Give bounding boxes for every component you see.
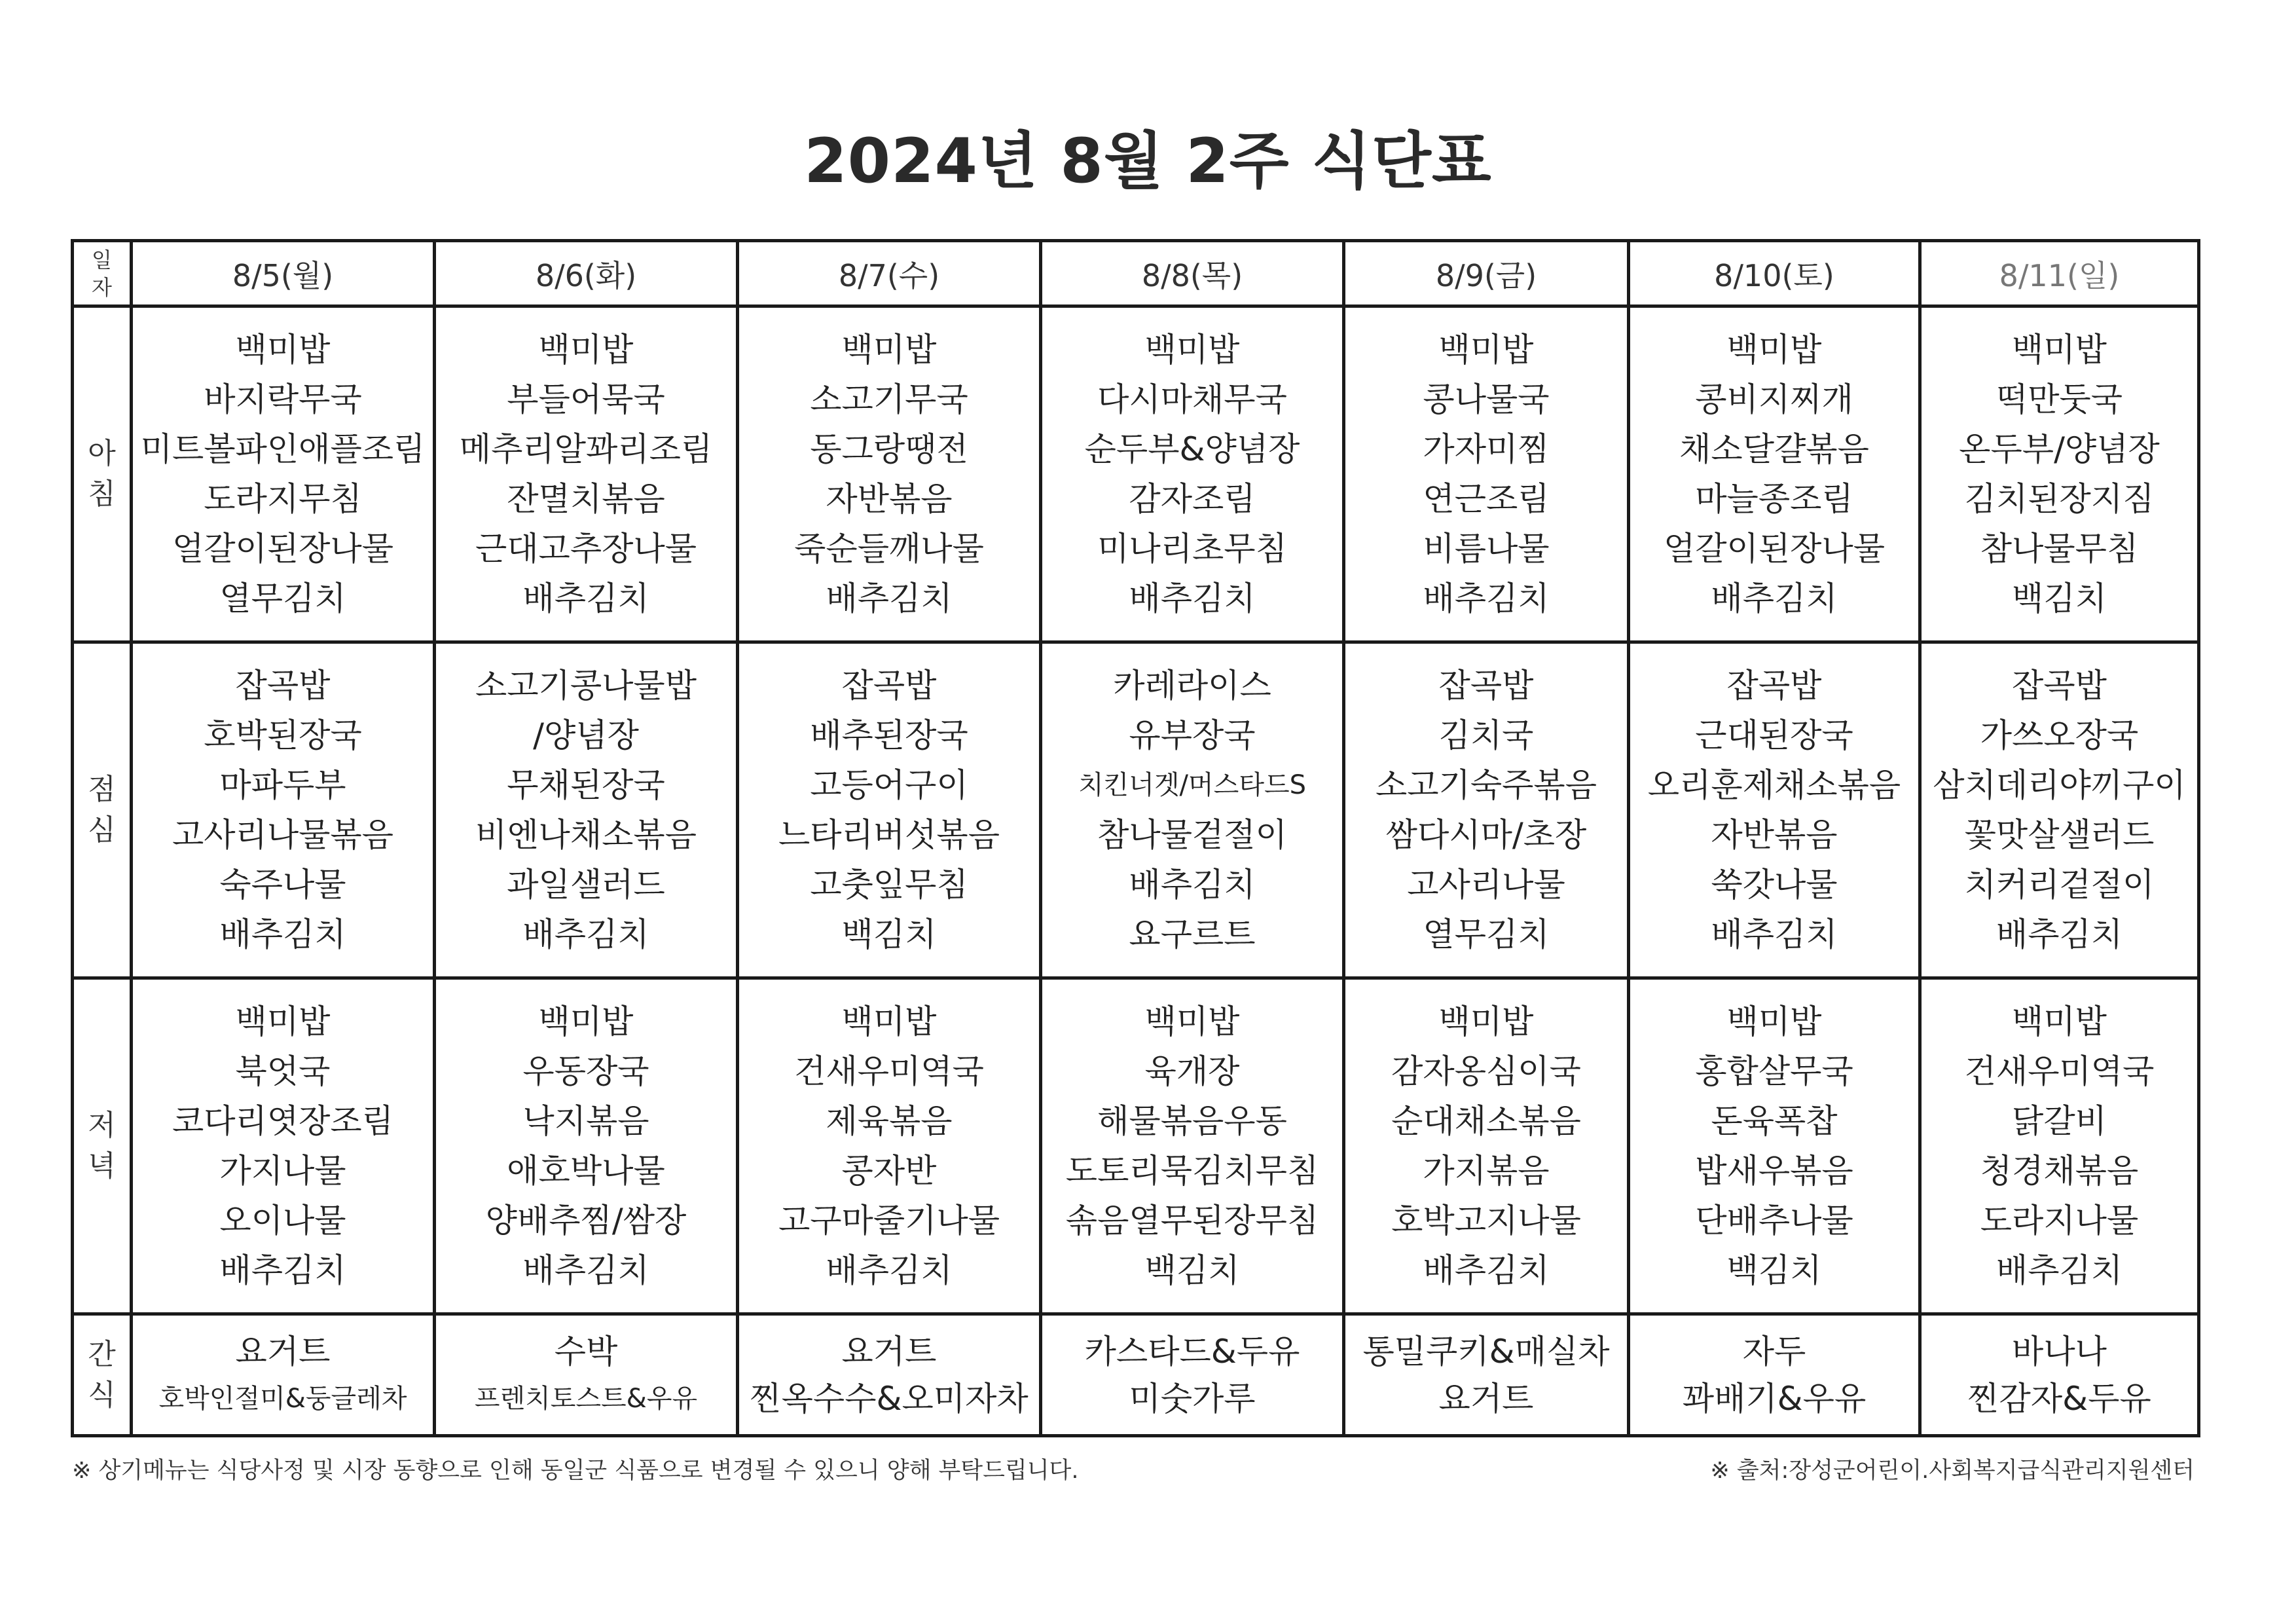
menu-item: 잡곡밥	[2012, 667, 2107, 705]
menu-item: 백미밥	[841, 331, 937, 369]
menu-item: 메추리알꽈리조림	[459, 430, 713, 468]
date-cell-sat: 8/10(토)	[1629, 241, 1920, 306]
menu-item: 백미밥	[1144, 1003, 1240, 1041]
menu-item: 자반볶음	[826, 480, 953, 518]
lunch-cell-fri	[1344, 642, 1629, 978]
menu-item: 단배추나물	[1695, 1202, 1853, 1240]
menu-item: 요거트	[1438, 1379, 1534, 1418]
menu-item: 떡만둣국	[1995, 380, 2123, 418]
menu-item: 고사리나물	[1407, 866, 1565, 904]
menu-item: 배추김치	[1129, 866, 1256, 904]
menu-item: 콩비지찌개	[1695, 380, 1853, 418]
menu-item: 찐감자&두유	[1967, 1379, 2151, 1418]
menu-item: 백미밥	[538, 331, 634, 369]
menu-item: 콩나물국	[1423, 380, 1550, 418]
menu-item: 백미밥	[1144, 331, 1240, 369]
menu-item: 배추김치	[522, 580, 649, 618]
snack-label-char: 식	[88, 1378, 116, 1412]
menu-item: 배추김치	[1423, 580, 1550, 618]
menu-item: 김치된장지짐	[1964, 480, 2155, 518]
snack-cell-thu	[1041, 1314, 1344, 1436]
lunch-cell-sat	[1629, 642, 1920, 978]
menu-item: 북엇국	[235, 1052, 331, 1090]
menu-item: 건새우미역국	[1964, 1052, 2155, 1090]
menu-item: 도라지나물	[1980, 1202, 2139, 1240]
menu-item: 요거트	[841, 1332, 937, 1371]
menu-item: 배추김치	[219, 915, 346, 953]
menu-item: 백미밥	[2012, 331, 2107, 369]
date-cell-fri: 8/9(금)	[1344, 241, 1629, 306]
snack-label-char: 간	[88, 1337, 116, 1371]
menu-item: 배추김치	[1711, 915, 1838, 953]
menu-item: 백김치	[2012, 580, 2107, 618]
menu-item: 쌈다시마/초장	[1385, 816, 1587, 854]
menu-item: 가자미찜	[1423, 430, 1550, 468]
menu-item: 요구르트	[1129, 915, 1256, 953]
menu-item: 프렌치토스트&우유	[474, 1383, 698, 1414]
menu-item: 고춧잎무침	[810, 866, 968, 904]
date-cell-tue: 8/6(화)	[435, 241, 738, 306]
dinner-label-char: 녁	[88, 1149, 116, 1183]
menu-item: 잔멸치볶음	[507, 480, 665, 518]
menu-item: 닭갈비	[2012, 1102, 2107, 1140]
menu-item: 바지락무국	[204, 380, 362, 418]
menu-item: 순두부&양념장	[1084, 430, 1300, 468]
menu-item: 자두	[1742, 1332, 1806, 1371]
menu-item: 부들어묵국	[507, 380, 665, 418]
menu-item: 수박	[554, 1332, 618, 1371]
menu-item: 요거트	[235, 1332, 331, 1371]
menu-item: 양배추찜/쌈장	[485, 1202, 687, 1240]
menu-table	[71, 239, 2200, 1437]
lunch-row	[73, 642, 2199, 978]
breakfast-cell-sun	[1920, 306, 2199, 642]
lunch-label-char: 점	[88, 773, 116, 806]
menu-item: 제육볶음	[826, 1102, 953, 1140]
menu-item: 백미밥	[235, 1003, 331, 1041]
menu-item: 다시마채무국	[1097, 380, 1287, 418]
menu-item: 해물볶음우동	[1097, 1102, 1287, 1140]
menu-item: 낙지볶음	[522, 1102, 649, 1140]
menu-item: 도라지무침	[204, 480, 362, 518]
menu-item: 참나물겉절이	[1097, 816, 1287, 854]
lunch-cell-wed	[738, 642, 1041, 978]
date-cell-wed: 8/7(수)	[738, 241, 1041, 306]
breakfast-label-char: 침	[88, 477, 116, 511]
dinner-row	[73, 978, 2199, 1314]
menu-item: 배추김치	[522, 1251, 649, 1289]
menu-item: 배추김치	[219, 1251, 346, 1289]
menu-item: 가쓰오장국	[1980, 716, 2139, 754]
menu-item: 소고기콩나물밥	[475, 667, 697, 705]
menu-item: 마파두부	[219, 766, 346, 804]
dinner-cell-wed	[738, 978, 1041, 1314]
menu-item: 건새우미역국	[794, 1052, 984, 1090]
menu-item: 온두부/양념장	[1959, 430, 2160, 468]
lunch-label-char: 심	[88, 813, 116, 847]
table-body	[73, 241, 2199, 1436]
menu-item: 백미밥	[538, 1003, 634, 1041]
snack-cell-wed	[738, 1314, 1041, 1436]
menu-item: 배추김치	[522, 915, 649, 953]
menu-item: 고사리나물볶음	[172, 816, 394, 854]
menu-item: 콩자반	[841, 1152, 937, 1190]
lunch-cell-tue	[435, 642, 738, 978]
menu-item: 백김치	[1144, 1251, 1240, 1289]
menu-item: 고등어구이	[810, 766, 968, 804]
menu-item: 열무김치	[219, 580, 346, 618]
menu-item: 배추김치	[1995, 1251, 2123, 1289]
menu-item: 치커리겉절이	[1964, 866, 2155, 904]
dinner-cell-sat	[1629, 978, 1920, 1314]
menu-item: 홍합살무국	[1695, 1052, 1853, 1090]
menu-item: 카스타드&두유	[1084, 1332, 1300, 1371]
menu-item: 백미밥	[1726, 1003, 1822, 1041]
menu-item: 과일샐러드	[507, 866, 665, 904]
breakfast-cell-tue	[435, 306, 738, 642]
footnote-disclaimer: ※ 상기메뉴는 식당사정 및 시장 동향으로 인해 동일군 식품으로 변경될 수 있으니 양해 부탁드립니다.	[72, 1458, 1079, 1484]
menu-item: 오리훈제채소볶음	[1647, 766, 1901, 804]
lunch-cell-thu	[1041, 642, 1344, 978]
menu-item: 오이나물	[219, 1202, 346, 1240]
menu-item: 꽃맛살샐러드	[1964, 816, 2155, 854]
date-cell-mon: 8/5(월)	[132, 241, 435, 306]
menu-item: 꽈배기&우유	[1682, 1379, 1867, 1418]
menu-item: 참나물무침	[1980, 530, 2139, 568]
menu-item: 비엔나채소볶음	[475, 816, 697, 854]
menu-item: 근대된장국	[1695, 716, 1853, 754]
breakfast-cell-wed	[738, 306, 1041, 642]
menu-item: 배추김치	[826, 580, 953, 618]
menu-item: 비름나물	[1423, 530, 1550, 568]
page-title: 2024년 8월 2주 식단표	[804, 126, 1492, 197]
menu-item: 육개장	[1144, 1052, 1240, 1090]
menu-item: 백미밥	[1726, 331, 1822, 369]
menu-item: 청경채볶음	[1980, 1152, 2139, 1190]
menu-item: 백김치	[1726, 1251, 1822, 1289]
snack-cell-mon	[132, 1314, 435, 1436]
dinner-label-char: 저	[88, 1109, 116, 1142]
menu-item: 얼갈이된장나물	[172, 530, 394, 568]
snack-cell-tue	[435, 1314, 738, 1436]
date-label-cell	[73, 241, 132, 306]
menu-item: 배추김치	[1995, 915, 2123, 953]
breakfast-label-cell	[73, 306, 132, 642]
date-header-row	[73, 241, 2199, 306]
menu-item: 감자조림	[1129, 480, 1256, 518]
menu-item: 잡곡밥	[235, 667, 331, 705]
menu-item: 통밀쿠키&매실차	[1362, 1332, 1610, 1371]
menu-item: 미나리초무침	[1097, 530, 1287, 568]
menu-item: 마늘종조림	[1695, 480, 1853, 518]
menu-item: 카레라이스	[1113, 667, 1271, 705]
snack-cell-sat	[1629, 1314, 1920, 1436]
snack-label-cell	[73, 1314, 132, 1436]
menu-item: 미트볼파인애플조림	[140, 430, 426, 468]
menu-item: 백미밥	[841, 1003, 937, 1041]
menu-item: 바나나	[2012, 1332, 2107, 1371]
snack-cell-fri	[1344, 1314, 1629, 1436]
menu-item: 채소달걀볶음	[1679, 430, 1869, 468]
menu-item: 솎음열무된장무침	[1065, 1202, 1319, 1240]
menu-item: 열무김치	[1423, 915, 1550, 953]
menu-item: 도토리묵김치무침	[1065, 1152, 1319, 1190]
menu-item: 동그랑땡전	[810, 430, 968, 468]
menu-item: 백미밥	[235, 331, 331, 369]
menu-item: 연근조림	[1423, 480, 1550, 518]
menu-item: 자반볶음	[1711, 816, 1838, 854]
menu-item: 찐옥수수&오미자차	[750, 1379, 1029, 1418]
menu-item: 돈육폭찹	[1711, 1102, 1838, 1140]
menu-item: 얼갈이된장나물	[1663, 530, 1886, 568]
menu-item: 배추된장국	[810, 716, 968, 754]
menu-item: 잡곡밥	[1438, 667, 1534, 705]
menu-item: 백김치	[841, 915, 937, 953]
menu-item: 애호박나물	[507, 1152, 665, 1190]
breakfast-cell-mon	[132, 306, 435, 642]
menu-item: 숙주나물	[219, 866, 346, 904]
dinner-cell-mon	[132, 978, 435, 1314]
menu-item: 배추김치	[1129, 580, 1256, 618]
footnote-source: ※ 출처:장성군어린이.사회복지급식관리지원센터	[1710, 1458, 2195, 1484]
menu-item: 미숫가루	[1129, 1379, 1256, 1418]
menu-item: 백미밥	[1438, 1003, 1534, 1041]
menu-item: 김치국	[1438, 716, 1534, 754]
menu-item: 가지볶음	[1423, 1152, 1550, 1190]
menu-item: /양념장	[533, 716, 639, 754]
menu-item: 밥새우볶음	[1695, 1152, 1853, 1190]
menu-item: 삼치데리야끼구이	[1933, 766, 2186, 804]
menu-item: 느타리버섯볶음	[778, 816, 1000, 854]
menu-item: 유부장국	[1129, 716, 1256, 754]
menu-item: 순대채소볶음	[1391, 1102, 1581, 1140]
menu-item: 잡곡밥	[841, 667, 937, 705]
menu-item: 쑥갓나물	[1711, 866, 1838, 904]
date-label-char-1: 일	[92, 247, 112, 272]
menu-item: 코다리엿장조림	[172, 1102, 394, 1140]
dinner-cell-sun	[1920, 978, 2199, 1314]
menu-item: 무채된장국	[507, 766, 665, 804]
menu-item: 가지나물	[219, 1152, 346, 1190]
breakfast-cell-sat	[1629, 306, 1920, 642]
menu-item: 잡곡밥	[1726, 667, 1822, 705]
date-label-char-2: 자	[92, 274, 112, 300]
breakfast-cell-thu	[1041, 306, 1344, 642]
menu-item: 배추김치	[1423, 1251, 1550, 1289]
menu-item: 근대고추장나물	[475, 530, 697, 568]
breakfast-row	[73, 306, 2199, 642]
menu-item: 소고기숙주볶음	[1375, 766, 1597, 804]
dinner-cell-thu	[1041, 978, 1344, 1314]
menu-item: 호박된장국	[204, 716, 362, 754]
menu-item: 호박인절미&둥글레차	[158, 1383, 407, 1414]
lunch-label-cell	[73, 642, 132, 978]
menu-item: 백미밥	[1438, 331, 1534, 369]
menu-item: 배추김치	[826, 1251, 953, 1289]
breakfast-label-char: 아	[88, 437, 116, 470]
lunch-cell-mon	[132, 642, 435, 978]
date-cell-sun: 8/11(일)	[1920, 241, 2199, 306]
menu-item: 백미밥	[2012, 1003, 2107, 1041]
snack-row	[73, 1314, 2199, 1436]
menu-item: 우동장국	[522, 1052, 649, 1090]
snack-cell-sun	[1920, 1314, 2199, 1436]
lunch-cell-sun	[1920, 642, 2199, 978]
menu-item: 고구마줄기나물	[778, 1202, 1000, 1240]
menu-item: 죽순들깨나물	[794, 530, 984, 568]
menu-item: 소고기무국	[810, 380, 968, 418]
date-cell-thu: 8/8(목)	[1041, 241, 1344, 306]
dinner-cell-tue	[435, 978, 738, 1314]
menu-item: 치킨너겟/머스타드S	[1078, 770, 1306, 800]
dinner-cell-fri	[1344, 978, 1629, 1314]
breakfast-cell-fri	[1344, 306, 1629, 642]
menu-item: 감자옹심이국	[1391, 1052, 1581, 1090]
menu-item: 호박고지나물	[1391, 1202, 1581, 1240]
menu-item: 배추김치	[1711, 580, 1838, 618]
dinner-label-cell	[73, 978, 132, 1314]
